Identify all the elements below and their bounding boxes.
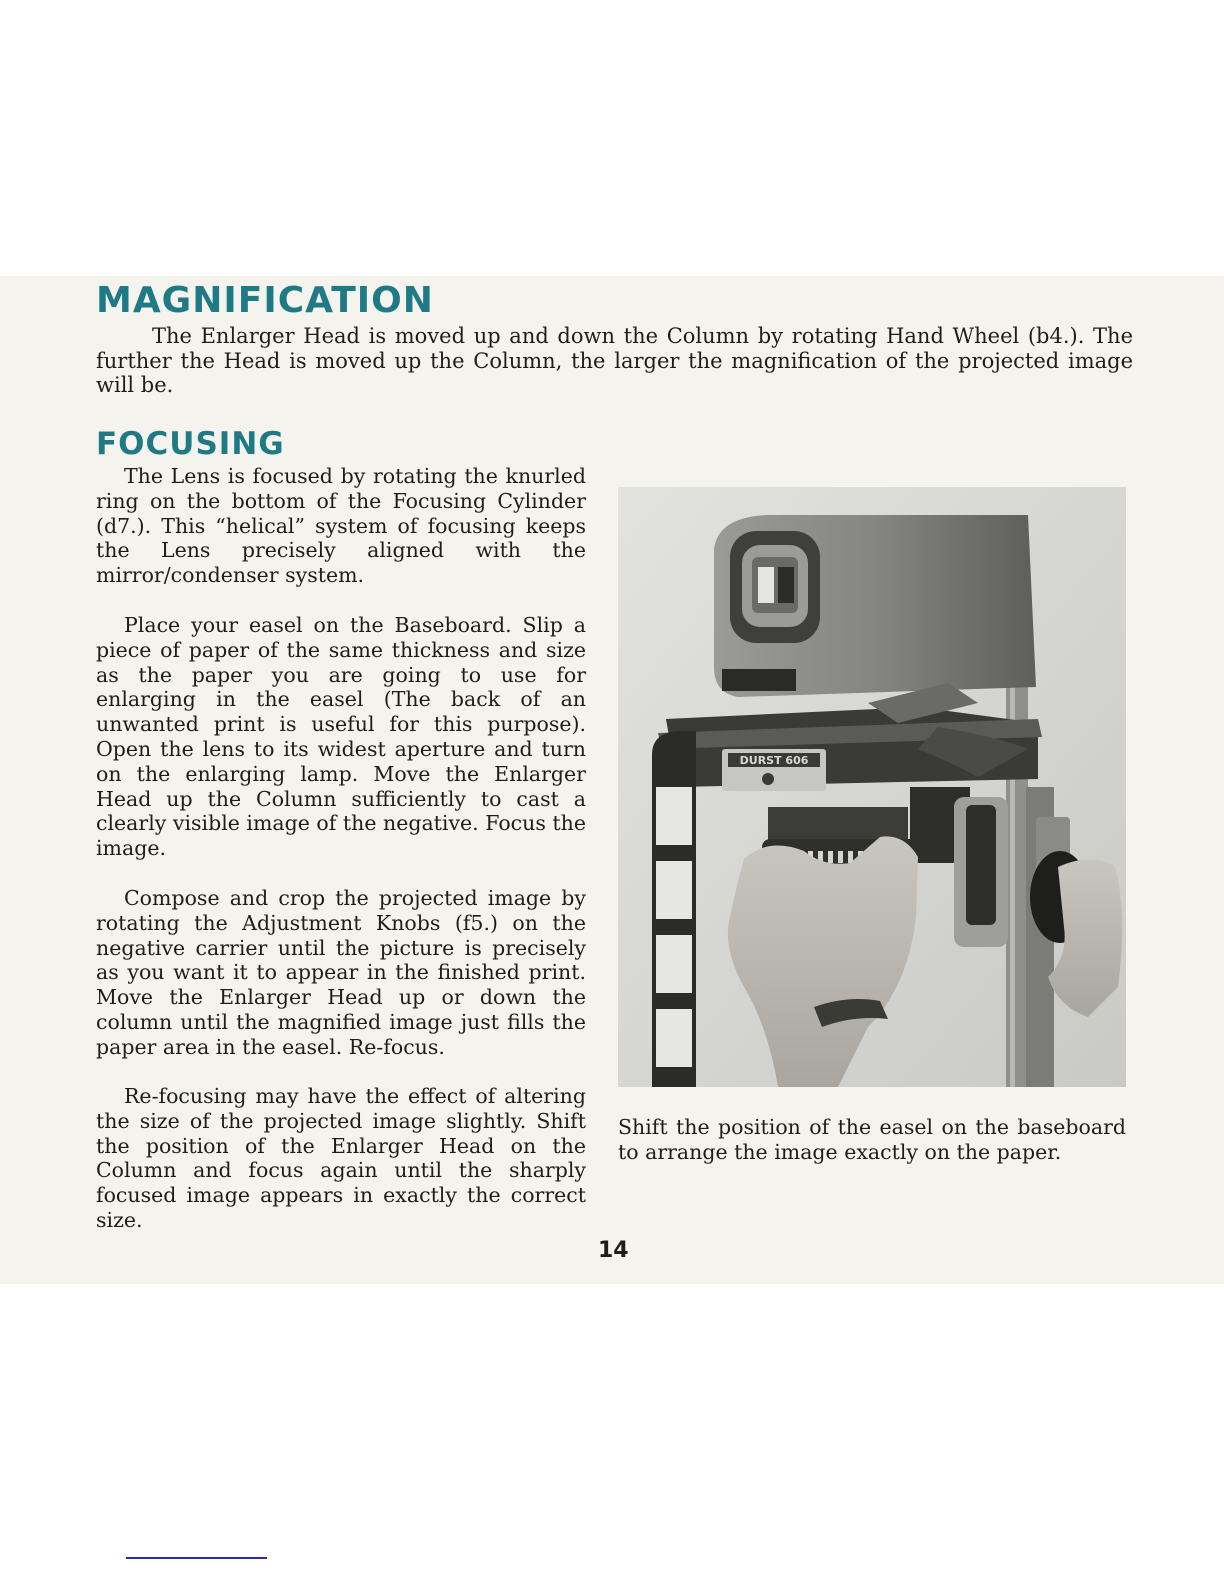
focusing-paragraph-3: Compose and crop the projected image by rotating the Adjustment Knobs (f5.) on the negative carrier until the picture is precisely as you want it to appear in the finished print. Move the Enlarger Head up or down the column until the magnified image just fills the paper area in the easel. Re-focus. [96, 886, 586, 1059]
focusing-paragraph-4: Re-focusing may have the effect of altering the size of the projected image slightly. Shift the position of the Enlarger Head on the Column and focus again until the sharply focused image appears in exactly the correct size. [96, 1084, 586, 1232]
magnification-paragraph: The Enlarger Head is moved up and down the Column by rotating Hand Wheel (b4.). The further the Head is moved up the Column, the larger the magnification of the projected image will be. [96, 324, 1133, 397]
page-number: 14 [598, 1238, 629, 1263]
magnification-heading: MAGNIFICATION [96, 280, 434, 321]
focusing-paragraph-2: Place your easel on the Baseboard. Slip a piece of paper of the same thickness and size as the paper you are going to use for enlarging in the easel (The back of an unwanted print is useful for this purpose). Open the lens to its widest aperture and turn on the enlarging lamp. Move the Enlarger Head up the Column sufficiently to cast a clearly visible image of the negative. Focus the image. [96, 613, 586, 861]
footnote-rule [126, 1557, 267, 1559]
focusing-paragraph-1: The Lens is focused by rotating the knurled ring on the bottom of the Focusing Cylinder (d7.). This “helical” system of focusing keeps the Lens precisely aligned with the mirror/condenser system. [96, 464, 586, 588]
nameplate-label: DURST 606 [739, 754, 809, 767]
focusing-heading: FOCUSING [96, 426, 285, 462]
enlarger-photo [618, 487, 1126, 1087]
photo-caption: Shift the position of the easel on the baseboard to arrange the image exactly on the paper. [618, 1115, 1126, 1164]
